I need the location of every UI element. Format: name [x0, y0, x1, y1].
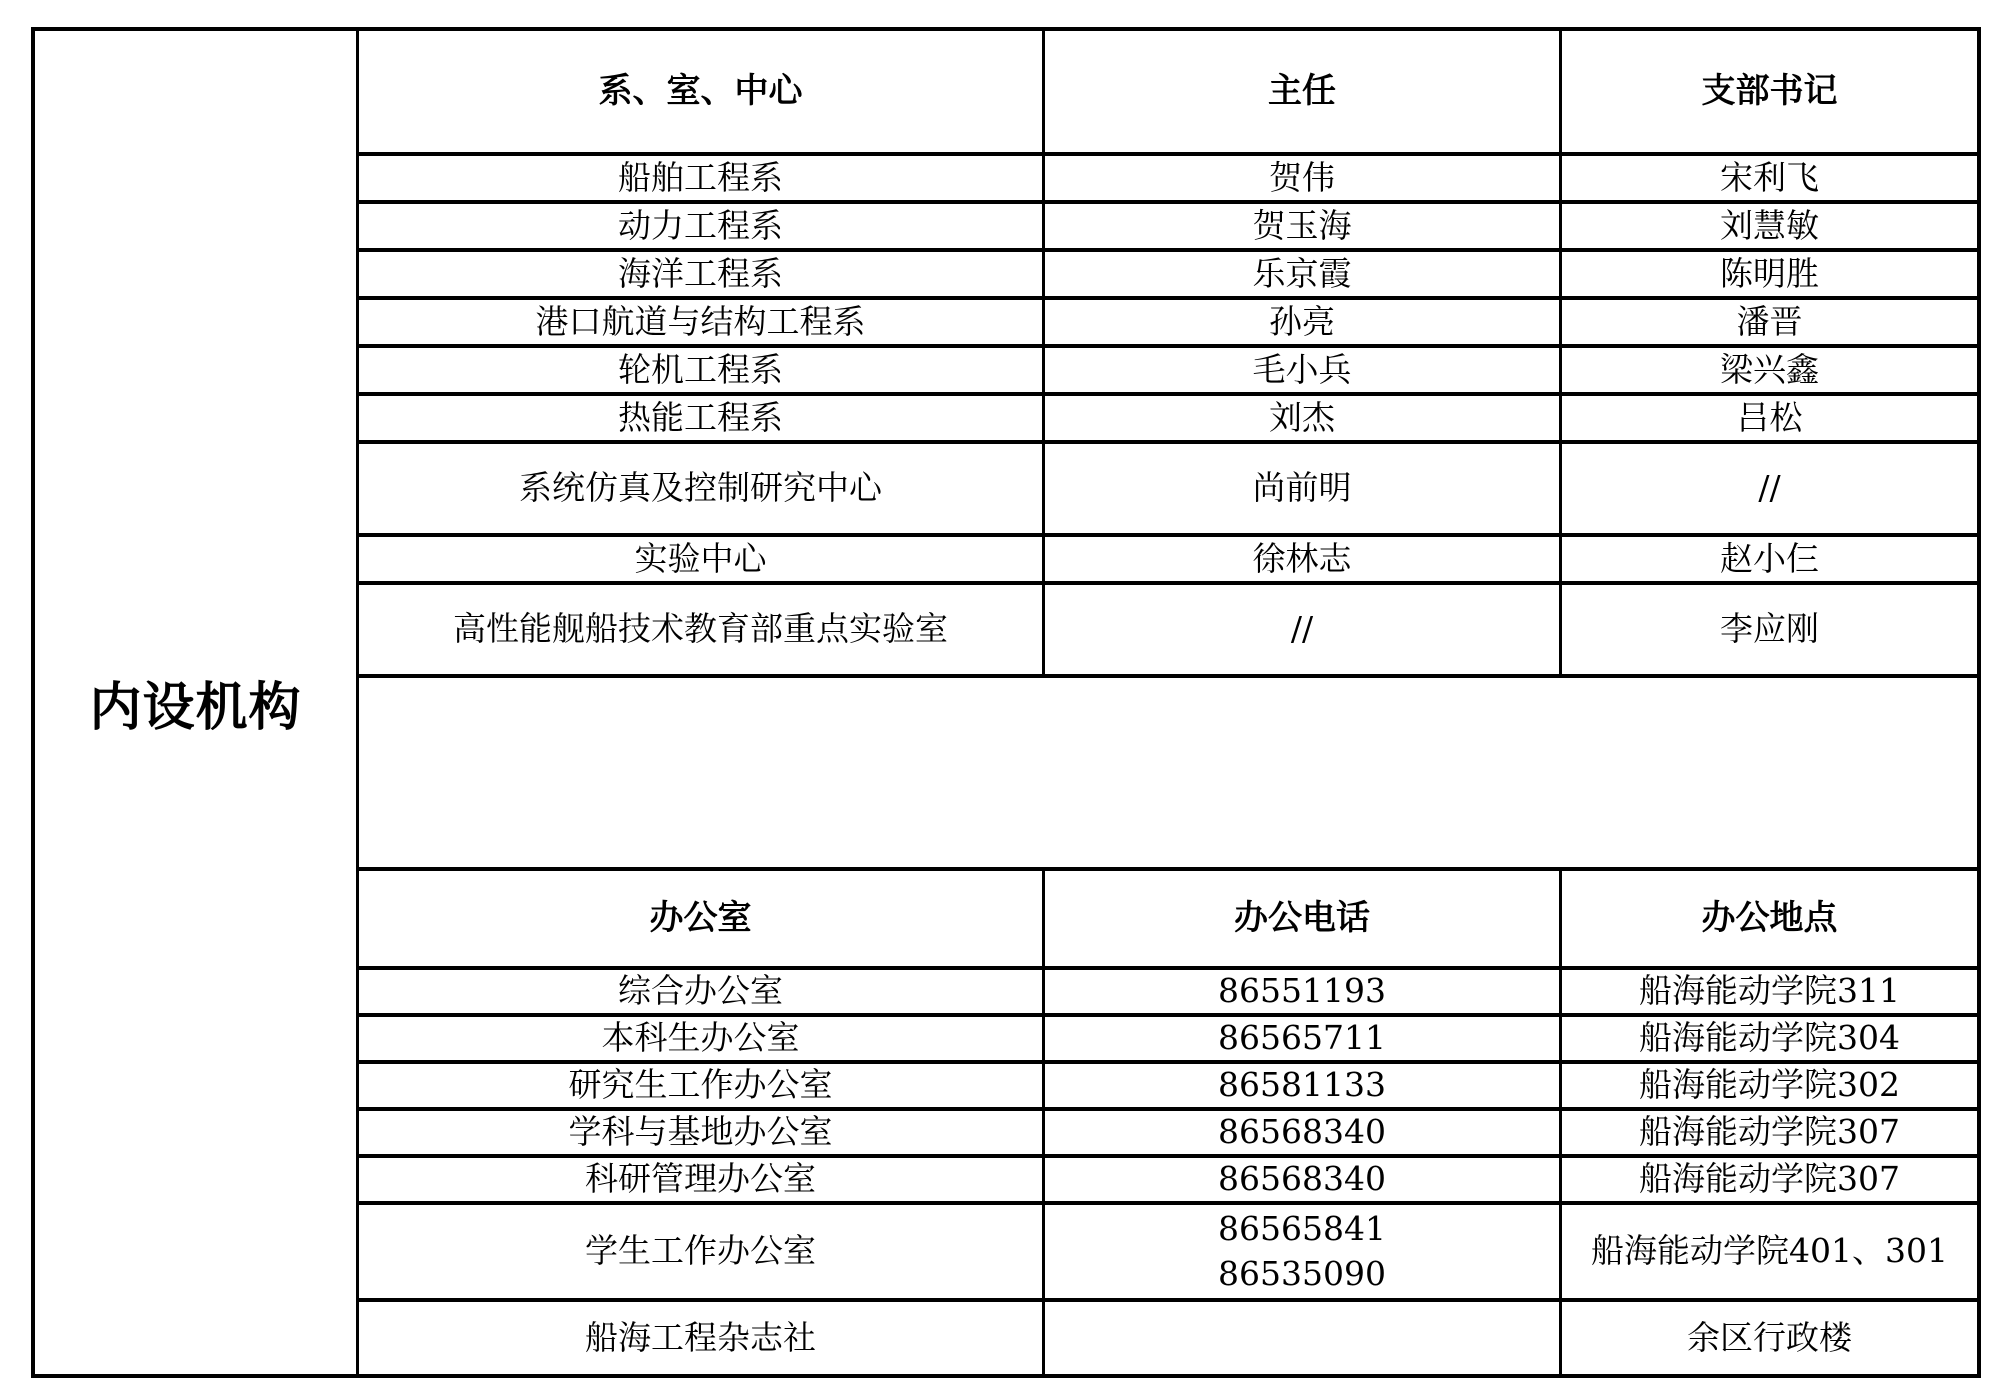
section2-header-row: [359, 871, 1977, 970]
table-row: [359, 348, 1977, 396]
phone-cell: 86551193: [1045, 970, 1562, 1013]
table-row: [359, 252, 1977, 300]
office-cell: 科研管理办公室: [359, 1158, 1045, 1201]
director-cell: 贺伟: [1045, 156, 1562, 200]
table-row: [359, 1205, 1977, 1302]
location-cell: 船海能动学院302: [1639, 1065, 1900, 1105]
table-row: [359, 396, 1977, 444]
header-office: 办公室: [359, 871, 1045, 966]
table-row: [359, 156, 1977, 204]
director-cell: 刘杰: [1045, 396, 1562, 440]
section1-header-row: [359, 31, 1977, 156]
dept-cell: 海洋工程系: [359, 252, 1045, 296]
location-cell: 船海能动学院307: [1639, 1159, 1900, 1199]
location-cell: 余区行政楼: [1687, 1317, 1852, 1357]
left-label: 内设机构: [89, 677, 302, 738]
table-row: [359, 444, 1977, 537]
dept-cell: 轮机工程系: [359, 348, 1045, 392]
merged-left-label-cell: [35, 31, 359, 1374]
table-row: [359, 1017, 1977, 1064]
phone-cell: 86568340: [1045, 1111, 1562, 1154]
director-cell: //: [1045, 585, 1562, 674]
dept-cell: 港口航道与结构工程系: [359, 300, 1045, 344]
header-dept: 系、室、中心: [359, 31, 1045, 152]
table-row: [359, 1064, 1977, 1111]
dept-cell: 实验中心: [359, 537, 1045, 581]
phone-cell: [1045, 1302, 1562, 1374]
table-row: [359, 1158, 1977, 1205]
table-main-column: [359, 31, 1977, 1374]
dept-cell: 系统仿真及控制研究中心: [359, 444, 1045, 533]
header-phone: 办公电话: [1045, 871, 1562, 966]
table-row: [359, 1302, 1977, 1374]
secretary-cell: 李应刚: [1720, 609, 1819, 649]
dept-cell: 高性能舰船技术教育部重点实验室: [359, 585, 1045, 674]
office-cell: 本科生办公室: [359, 1017, 1045, 1060]
office-cell: 综合办公室: [359, 970, 1045, 1013]
location-cell: 船海能动学院307: [1639, 1112, 1900, 1152]
director-cell: 乐京霞: [1045, 252, 1562, 296]
secretary-cell: 赵小仨: [1720, 538, 1819, 578]
phone-cell: 86568340: [1045, 1158, 1562, 1201]
director-cell: 徐林志: [1045, 537, 1562, 581]
location-cell: 船海能动学院311: [1639, 971, 1900, 1011]
director-cell: 贺玉海: [1045, 204, 1562, 248]
secretary-cell: 陈明胜: [1720, 253, 1819, 293]
phone-cell: 86565841 86535090: [1045, 1205, 1562, 1298]
table-row: [359, 1111, 1977, 1158]
phone-cell: 86565711: [1045, 1017, 1562, 1060]
office-cell: 学科与基地办公室: [359, 1111, 1045, 1154]
secretary-cell: 潘晋: [1736, 301, 1803, 341]
org-structure-table: [31, 27, 1981, 1378]
table-row: [359, 300, 1977, 348]
table-row: [359, 970, 1977, 1017]
secretary-cell: 宋利飞: [1720, 157, 1819, 197]
location-cell: 船海能动学院401、301: [1591, 1231, 1948, 1271]
director-cell: 毛小兵: [1045, 348, 1562, 392]
table-row: [359, 537, 1977, 585]
secretary-cell: //: [1758, 468, 1781, 508]
empty-merged-row: [359, 678, 1977, 871]
office-cell: 研究生工作办公室: [359, 1064, 1045, 1107]
phone-cell: 86581133: [1045, 1064, 1562, 1107]
location-cell: 船海能动学院304: [1639, 1018, 1900, 1058]
secretary-cell: 刘慧敏: [1720, 205, 1819, 245]
office-cell: 船海工程杂志社: [359, 1302, 1045, 1374]
office-cell: 学生工作办公室: [359, 1205, 1045, 1298]
dept-cell: 船舶工程系: [359, 156, 1045, 200]
header-location: 办公地点: [1701, 898, 1838, 937]
header-director: 主任: [1045, 31, 1562, 152]
director-cell: 尚前明: [1045, 444, 1562, 533]
table-row: [359, 585, 1977, 678]
director-cell: 孙亮: [1045, 300, 1562, 344]
dept-cell: 动力工程系: [359, 204, 1045, 248]
secretary-cell: 梁兴鑫: [1720, 349, 1819, 389]
secretary-cell: 吕松: [1736, 397, 1803, 437]
dept-cell: 热能工程系: [359, 396, 1045, 440]
header-secretary: 支部书记: [1701, 71, 1838, 110]
table-row: [359, 204, 1977, 252]
